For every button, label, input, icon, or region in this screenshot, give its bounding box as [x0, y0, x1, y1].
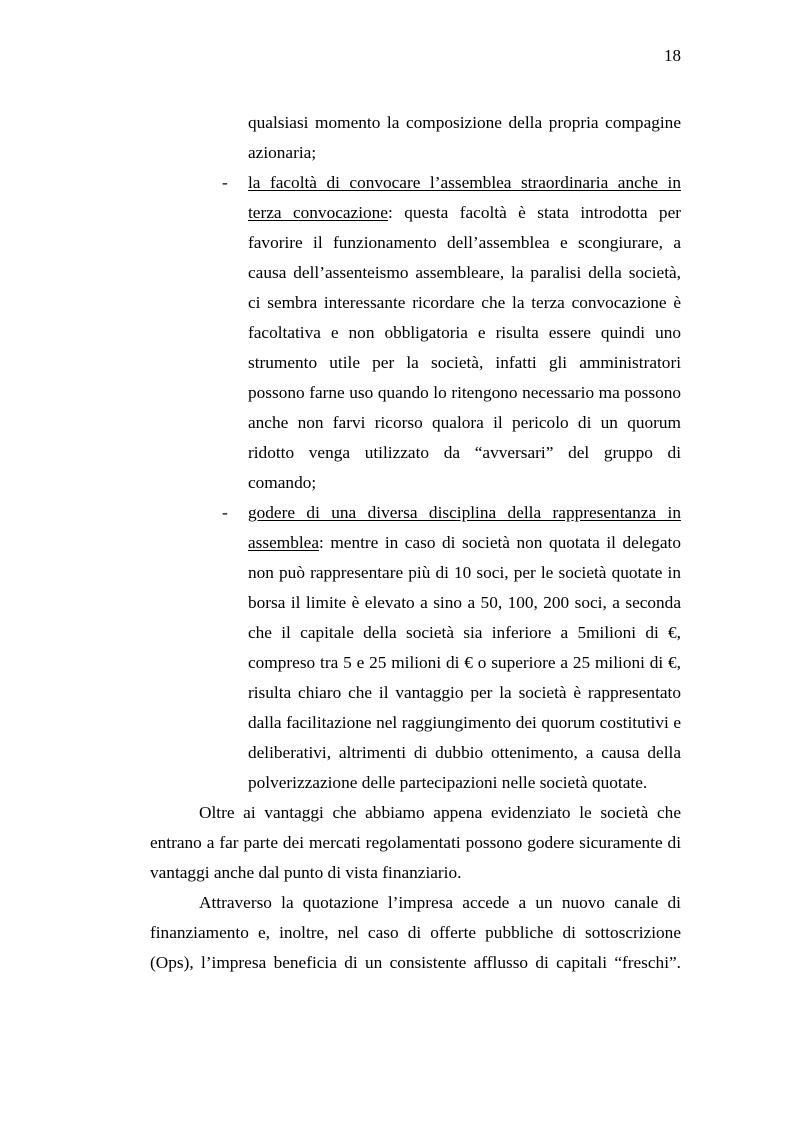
line-text: : questa facoltà è stata introdotta per: [387, 203, 681, 222]
text-line: compreso tra 5 e 25 milioni di € o superiore a 25 milioni di €,: [248, 653, 681, 672]
text-line: vantaggi anche dal punto di vista finanziario.: [150, 863, 462, 882]
text-line: dalla facilitazione nel raggiungimento dei quorum costitutivi e: [248, 713, 681, 732]
text-line: [150, 498, 681, 528]
text-line: [150, 168, 681, 198]
text-line: qualsiasi momento la composizione della propria compagine: [248, 113, 681, 132]
page-body: [150, 108, 681, 978]
text-line: che il capitale della società sia inferiore a 5milioni di €,: [248, 623, 681, 642]
list-item-rappresentanza: [150, 498, 681, 798]
line-text: : mentre in caso di società non quotata il delegato: [319, 533, 681, 552]
text-line: Oltre ai vantaggi che abbiamo appena evidenziato le società che: [199, 803, 681, 822]
text-line: strumento utile per la società, infatti gli amministratori: [248, 353, 681, 372]
text-line: Attraverso la quotazione l’impresa accede a un nuovo canale di: [199, 893, 681, 912]
text-line: anche non farvi ricorso qualora il pericolo di un quorum: [248, 413, 681, 432]
text-line: polverizzazione delle partecipazioni nelle società quotate.: [248, 773, 648, 792]
page-number: 18: [664, 46, 681, 65]
list-bullet: -: [222, 173, 228, 192]
underlined-text: la facoltà di convocare l’assemblea straordinaria anche in: [248, 173, 681, 192]
text-line: risulta chiaro che il vantaggio per la società è rappresentato: [248, 683, 681, 702]
text-line: facoltativa e non obbligatoria e risulta essere quindi uno: [248, 323, 681, 342]
text-line: finanziamento e, inoltre, nel caso di offerte pubbliche di sottoscrizione: [150, 923, 681, 942]
underlined-text: terza convocazione: [248, 203, 388, 222]
list-continuation: [150, 108, 681, 168]
text-line: deliberativi, altrimenti di dubbio ottenimento, a causa della: [248, 743, 681, 762]
text-line: [150, 198, 681, 228]
text-line: ci sembra interessante ricordare che la terza convocazione è: [248, 293, 681, 312]
text-line: azionaria;: [248, 143, 317, 162]
text-line: comando;: [248, 473, 317, 492]
text-line: possono farne uso quando lo ritengono necessario ma possono: [248, 383, 681, 402]
underlined-text: godere di una diversa disciplina della rappresentanza in: [248, 503, 681, 522]
text-line: borsa il limite è elevato a sino a 50, 100, 200 soci, a seconda: [248, 593, 681, 612]
text-line: ridotto venga utilizzato da “avversari” del gruppo di: [248, 443, 681, 462]
list-item-terza-convocazione: [150, 168, 681, 498]
text-line: [150, 528, 681, 558]
text-line: entrano a far parte dei mercati regolamentati possono godere sicuramente di: [150, 833, 681, 852]
paragraph-quotazione: [150, 888, 681, 978]
text-line: non può rappresentare più di 10 soci, per le società quotate in: [248, 563, 681, 582]
text-line: favorire il funzionamento dell’assemblea e scongiurare, a: [248, 233, 681, 252]
paragraph-vantaggi-finanziari: [150, 798, 681, 888]
text-line: (Ops), l’impresa beneficia di un consistente afflusso di capitali “freschi”.: [150, 953, 681, 972]
text-line: causa dell’assenteismo assembleare, la paralisi della società,: [248, 263, 681, 282]
list-bullet: -: [222, 503, 228, 522]
underlined-text: assemblea: [248, 533, 320, 552]
